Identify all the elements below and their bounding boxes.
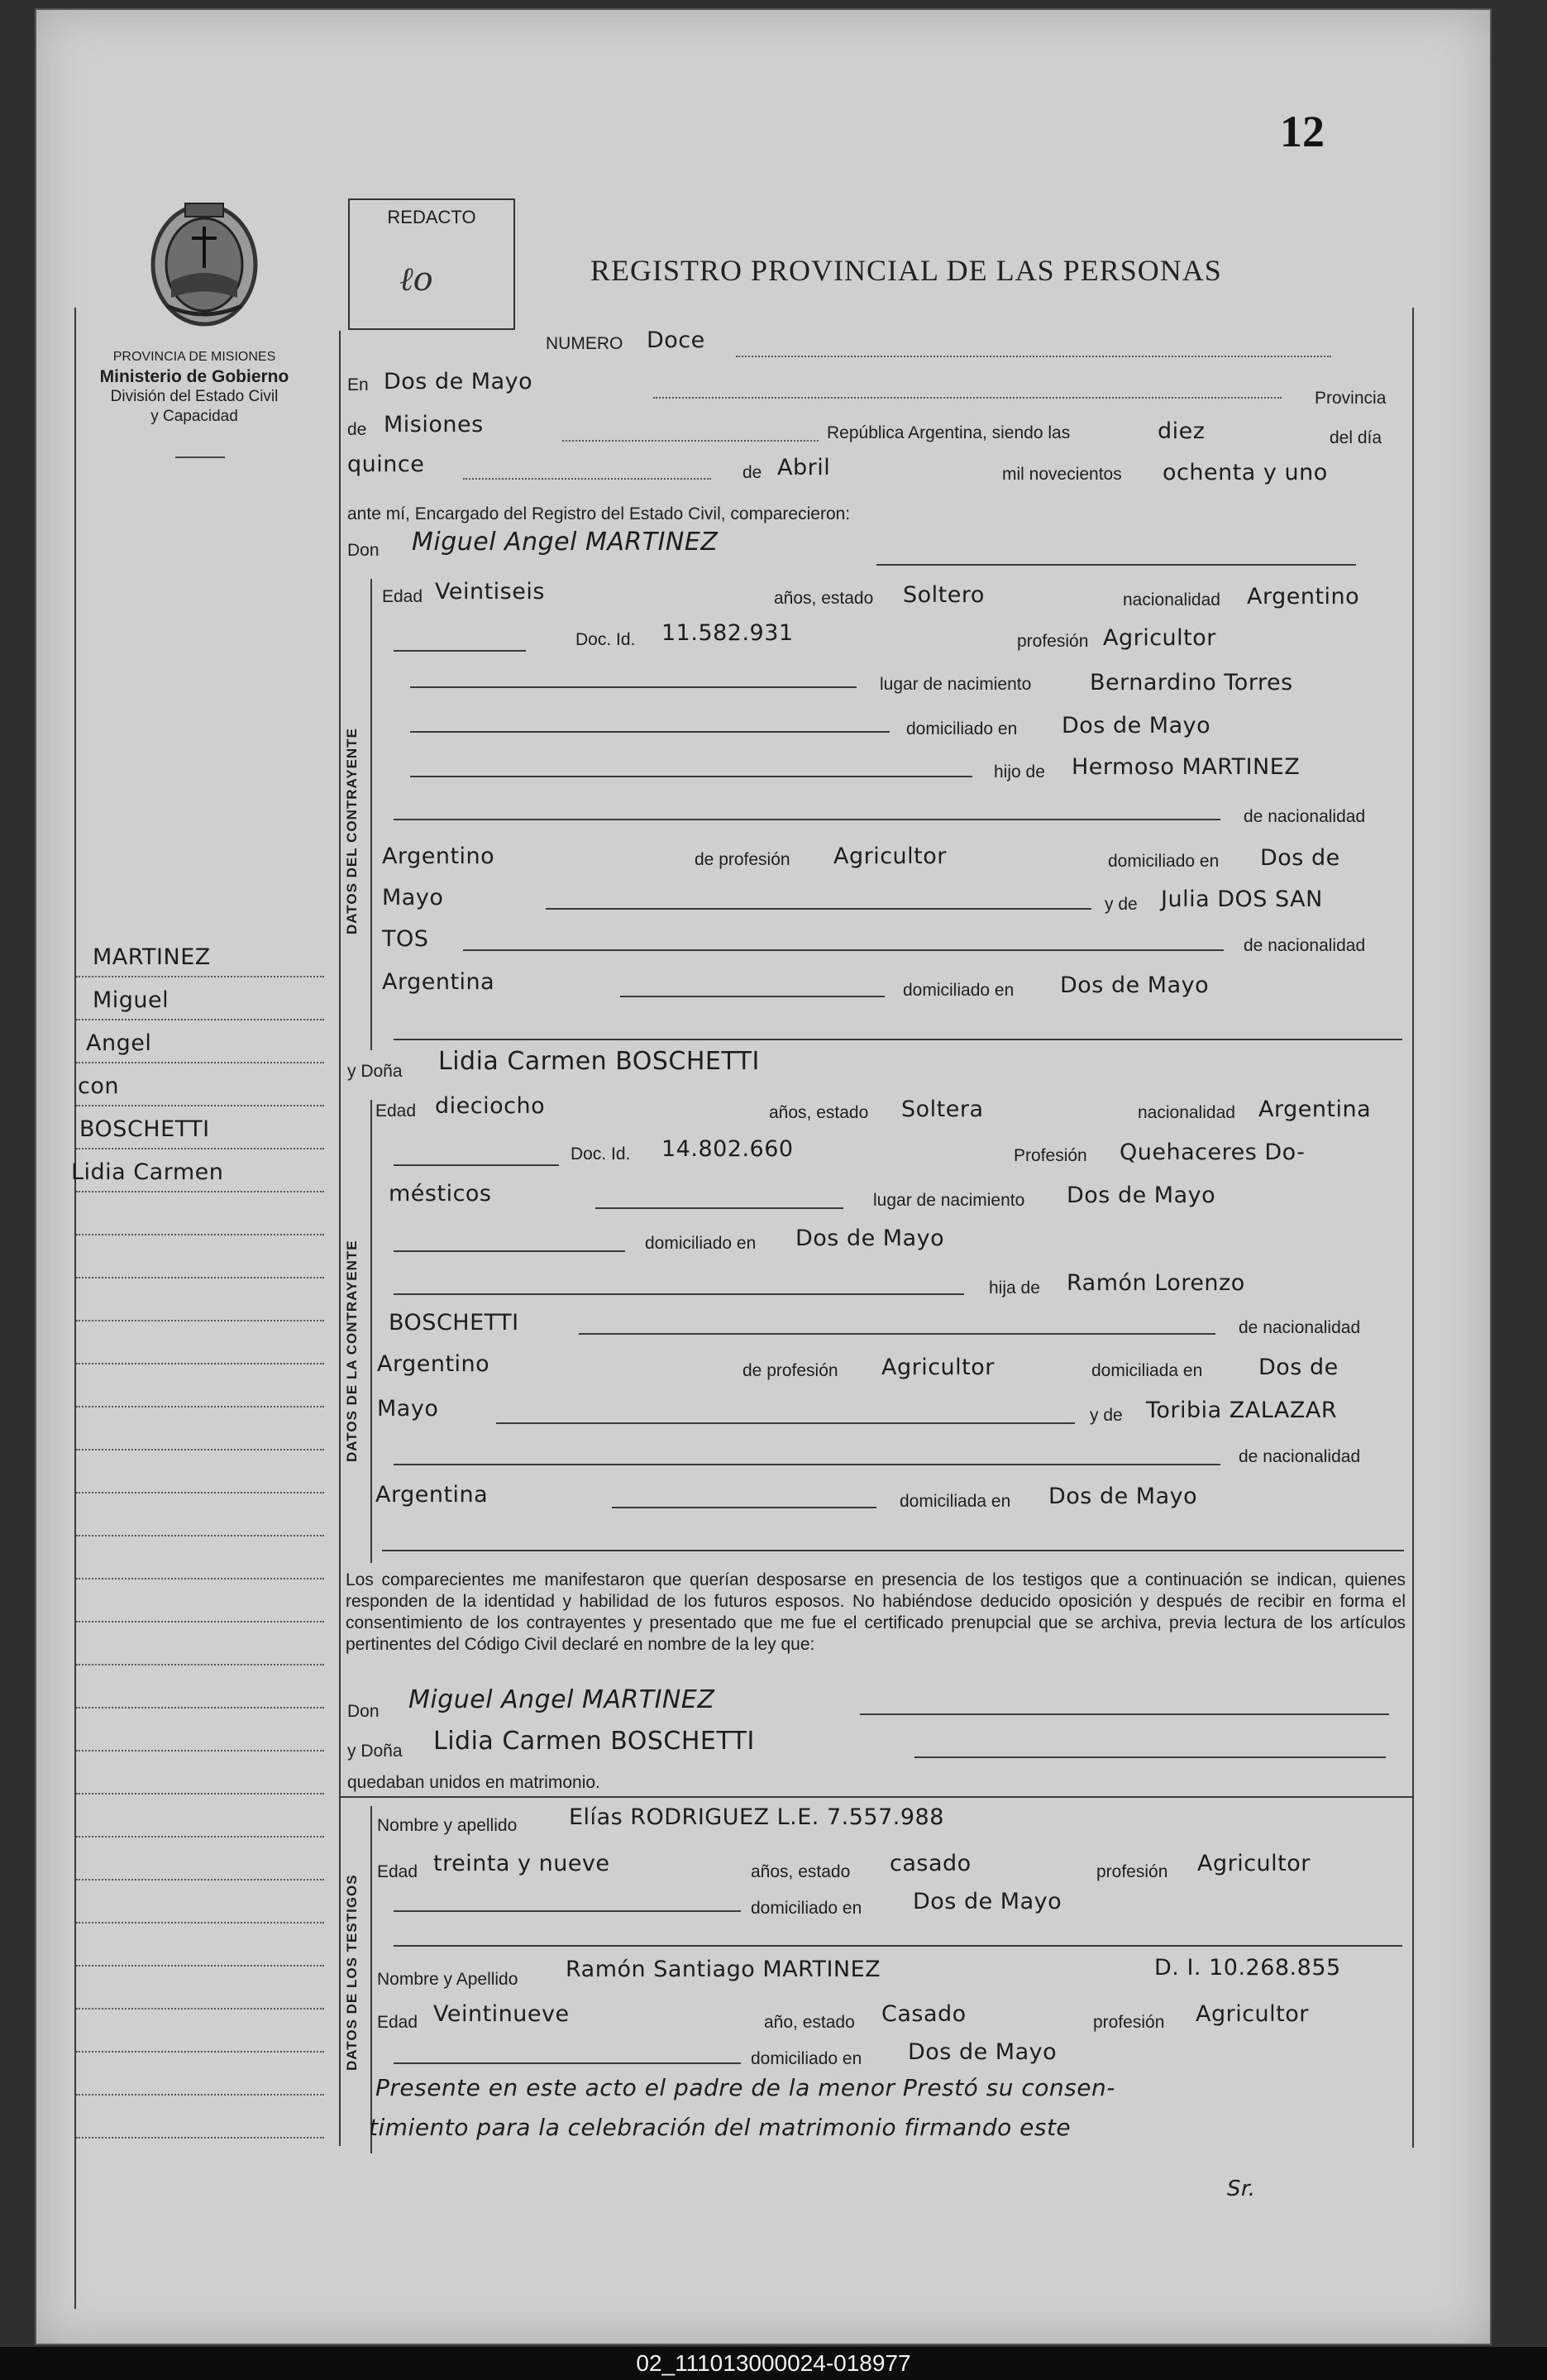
- madre-domicilio: Dos de Mayo: [1060, 973, 1210, 998]
- republica-label: República Argentina, siendo las: [827, 423, 1071, 442]
- contrayente-doc: 11.582.931: [661, 620, 794, 646]
- f-padre-profesion: Agricultor: [881, 1355, 995, 1380]
- f-lugar-label: lugar de nacimiento: [873, 1191, 1025, 1210]
- t1-profesion-label: profesión: [1096, 1862, 1168, 1881]
- padre-nacionalidad: Argentino: [382, 844, 495, 869]
- f-padre-nombre-2: BOSCHETTI: [389, 1310, 519, 1336]
- contrayente-profesion: Agricultor: [1103, 625, 1216, 651]
- margin-note-line-1: MARTINEZ: [93, 944, 211, 970]
- t1-edad-label: Edad: [377, 1862, 418, 1881]
- t1-profesion: Agricultor: [1197, 1851, 1311, 1876]
- t2-nombre-label: Nombre y Apellido: [377, 1970, 518, 1989]
- f-de-profesion-label: de profesión: [742, 1361, 838, 1380]
- contrayente-name: Miguel Angel MARTINEZ: [412, 528, 719, 557]
- closing-line-1: Presente en este acto el padre de la menor Prestó su consen-: [375, 2074, 1115, 2101]
- t2-nombre: Ramón Santiago MARTINEZ: [566, 1957, 881, 1982]
- contrayente-f-section-label: DATOS DE LA CONTRAYENTE: [344, 1240, 360, 1462]
- madre-nombre-2: TOS: [382, 926, 429, 952]
- de-nacionalidad-label: de nacionalidad: [1244, 807, 1366, 826]
- provincia-label: Provincia: [1315, 389, 1387, 408]
- decl-dona-label: y Doña: [347, 1742, 403, 1761]
- f-padre-nacionalidad: Argentino: [377, 1351, 490, 1377]
- padre-domicilio-2: Mayo: [382, 885, 444, 910]
- profesion-label: profesión: [1017, 632, 1089, 651]
- madre-nacionalidad: Argentina: [382, 969, 495, 995]
- ministry-name: Ministerio de Gobierno: [99, 367, 289, 386]
- margin-note-line-6: Lidia Carmen: [71, 1159, 224, 1185]
- contrayente-domicilio: Dos de Mayo: [1062, 713, 1211, 738]
- registry-title: REGISTRO PROVINCIAL DE LAS PERSONAS: [590, 254, 1222, 287]
- quedaban-unidos: quedaban unidos en matrimonio.: [347, 1773, 600, 1792]
- hijo-de-label: hijo de: [994, 762, 1045, 781]
- padre-domicilio-1: Dos de: [1260, 845, 1340, 871]
- testigos-section-label: DATOS DE LOS TESTIGOS: [344, 1874, 360, 2071]
- f-anos-estado-label: años, estado: [769, 1103, 869, 1122]
- t1-anos-label: años, estado: [751, 1862, 851, 1881]
- margin-note-line-4: con: [78, 1073, 119, 1099]
- f-doc-label: Doc. Id.: [571, 1145, 631, 1164]
- numero-label: NUMERO: [546, 334, 623, 353]
- contrayente-f-profesion-1: Quehaceres Do-: [1120, 1140, 1306, 1165]
- image-caption: 02_111013000024-018977: [0, 2347, 1547, 2380]
- t1-domiciliado-label: domiciliado en: [751, 1899, 862, 1918]
- dia-value: quince: [347, 452, 425, 477]
- division-line-2: y Capacidad: [150, 408, 238, 425]
- t1-estado: casado: [890, 1851, 972, 1876]
- del-dia-label: del día: [1330, 428, 1382, 447]
- de-profesion-label: de profesión: [695, 850, 790, 869]
- dona-label: y Doña: [347, 1062, 403, 1081]
- contrayente-f-lugar: Dos de Mayo: [1067, 1183, 1216, 1208]
- t2-estado: Casado: [881, 2001, 967, 2027]
- contrayente-f-profesion-2: mésticos: [389, 1181, 492, 1207]
- page-number: 12: [1280, 107, 1325, 156]
- t1-nombre-label: Nombre y apellido: [377, 1816, 518, 1835]
- contrayente-padre: Hermoso MARTINEZ: [1072, 754, 1301, 780]
- mil-novecientos-label: mil novecientos: [1002, 465, 1122, 484]
- body-left-rule: [339, 331, 341, 2146]
- contrayente-edad: Veintiseis: [435, 579, 545, 605]
- numero-value: Doce: [647, 327, 705, 353]
- contrayente-estado: Soltero: [903, 582, 985, 608]
- contrayente-f-doc: 14.802.660: [661, 1136, 794, 1162]
- hija-de-label: hija de: [989, 1278, 1040, 1298]
- doc-label: Doc. Id.: [575, 630, 636, 649]
- f-de-nacionalidad-label: de nacionalidad: [1239, 1318, 1361, 1337]
- contrayente-f-bracket: [370, 1100, 372, 1563]
- closing-line-2: timiento para la celebración del matrimonio firmando este: [369, 2114, 1072, 2141]
- t2-edad-label: Edad: [377, 2013, 418, 2032]
- mes-value: Abril: [777, 455, 831, 480]
- t1-edad: treinta y nueve: [433, 1851, 610, 1876]
- en-value: Dos de Mayo: [384, 369, 533, 394]
- f-madre-nombre: Toribia ZALAZAR: [1146, 1398, 1338, 1423]
- body-right-rule: [1412, 308, 1414, 2148]
- contrayente-bracket: [370, 579, 372, 1050]
- margin-note-line-2: Miguel: [93, 987, 170, 1013]
- contrayente-f-edad: dieciocho: [435, 1093, 546, 1119]
- testigos-bracket: [370, 1806, 372, 2153]
- contrayente-section-label: DATOS DEL CONTRAYENTE: [344, 728, 360, 934]
- hora-value: diez: [1158, 418, 1206, 444]
- f-madre-nacionalidad: Argentina: [375, 1482, 489, 1508]
- f-domiciliado-label: domiciliado en: [645, 1234, 757, 1253]
- province-name: PROVINCIA DE MISIONES: [112, 350, 276, 364]
- header-divider: [175, 456, 225, 458]
- t2-domiciliado-label: domiciliado en: [751, 2049, 862, 2068]
- redacto-label: REDACTO: [387, 207, 476, 227]
- redacto-initial: ℓo: [399, 260, 433, 299]
- madre-de-nacionalidad-label: de nacionalidad: [1244, 936, 1366, 955]
- t1-nombre: Elías RODRIGUEZ L.E. 7.557.988: [569, 1804, 944, 1830]
- nacionalidad-label: nacionalidad: [1123, 590, 1220, 609]
- contrayente-lugar: Bernardino Torres: [1090, 670, 1293, 695]
- f-madre-domicilio: Dos de Mayo: [1048, 1484, 1198, 1509]
- contrayente-f-domicilio: Dos de Mayo: [795, 1226, 945, 1251]
- de-mes-label: de: [742, 463, 762, 482]
- provincial-seal-icon: [142, 198, 266, 331]
- contrayente-f-nacionalidad: Argentina: [1258, 1097, 1372, 1122]
- f-edad-label: Edad: [375, 1102, 417, 1121]
- t2-domicilio: Dos de Mayo: [908, 2039, 1058, 2065]
- t2-anos-label: año, estado: [764, 2013, 855, 2032]
- closing-sr: Sr.: [1227, 2177, 1256, 2201]
- f-padre-domiciliada-label: domiciliada en: [1091, 1361, 1203, 1380]
- decl-don-label: Don: [347, 1702, 380, 1721]
- redacto-box: [348, 198, 515, 330]
- margin-note-line-5: BOSCHETTI: [79, 1116, 210, 1142]
- f-madre-de-nacionalidad-label: de nacionalidad: [1239, 1447, 1361, 1466]
- ante-mi-label: ante mí, Encargado del Registro del Estado Civil, comparecieron:: [347, 504, 851, 523]
- t2-edad: Veintinueve: [433, 2001, 570, 2027]
- anio-value: ochenta y uno: [1163, 460, 1328, 485]
- anos-estado-label: años, estado: [774, 589, 874, 608]
- f-y-de-label: y de: [1090, 1406, 1123, 1425]
- division-line-1: División del Estado Civil: [110, 388, 279, 405]
- y-de-label: y de: [1105, 895, 1138, 914]
- t2-profesion: Agricultor: [1196, 2001, 1309, 2027]
- f-padre-nombre-1: Ramón Lorenzo: [1067, 1270, 1245, 1296]
- t2-profesion-label: profesión: [1093, 2013, 1165, 2032]
- madre-nombre-1: Julia DOS SAN: [1161, 887, 1323, 912]
- f-nacionalidad-label: nacionalidad: [1138, 1103, 1235, 1122]
- t2-doc: D. I. 10.268.855: [1154, 1955, 1341, 1981]
- province-header: [58, 347, 331, 427]
- lugar-nacimiento-label: lugar de nacimiento: [880, 675, 1032, 694]
- de-label: de: [347, 420, 367, 439]
- madre-domiciliado-label: domiciliado en: [903, 981, 1015, 1000]
- decl-don-nombre: Miguel Angel MARTINEZ: [408, 1685, 715, 1714]
- decl-dona-nombre: Lidia Carmen BOSCHETTI: [433, 1727, 755, 1756]
- edad-label: Edad: [382, 587, 423, 606]
- domiciliado-label: domiciliado en: [906, 719, 1018, 738]
- contrayente-f-estado: Soltera: [901, 1097, 984, 1122]
- contrayente-f-name: Lidia Carmen BOSCHETTI: [438, 1047, 760, 1076]
- provincia-value: Misiones: [384, 412, 484, 437]
- don-label: Don: [347, 541, 380, 560]
- f-padre-domicilio-2: Mayo: [377, 1396, 439, 1422]
- declaration-text: Los comparecientes me manifestaron que querían desposarse en presencia de los testigos que a continuación se indican, quienes responden de la identidad y habilidad de los futuros esposos. No habiéndose deducido oposición y después de recibir en forma el consentimiento de los contrayentes y presentado que me fue el certificado prenupcial que se archiva, previa lectura de los artículos pertinentes del Código Civil declaré en nombre de la ley que:: [346, 1570, 1406, 1654]
- padre-profesion: Agricultor: [833, 844, 947, 869]
- padre-domiciliado-label: domiciliado en: [1108, 852, 1220, 871]
- f-padre-domicilio-1: Dos de: [1258, 1355, 1339, 1380]
- f-madre-domiciliada-label: domiciliada en: [900, 1492, 1011, 1511]
- t1-domicilio: Dos de Mayo: [913, 1889, 1062, 1914]
- f-profesion-label: Profesión: [1014, 1146, 1087, 1165]
- contrayente-nacionalidad: Argentino: [1247, 584, 1360, 609]
- margin-note-line-3: Angel: [86, 1030, 152, 1056]
- en-label: En: [347, 375, 369, 394]
